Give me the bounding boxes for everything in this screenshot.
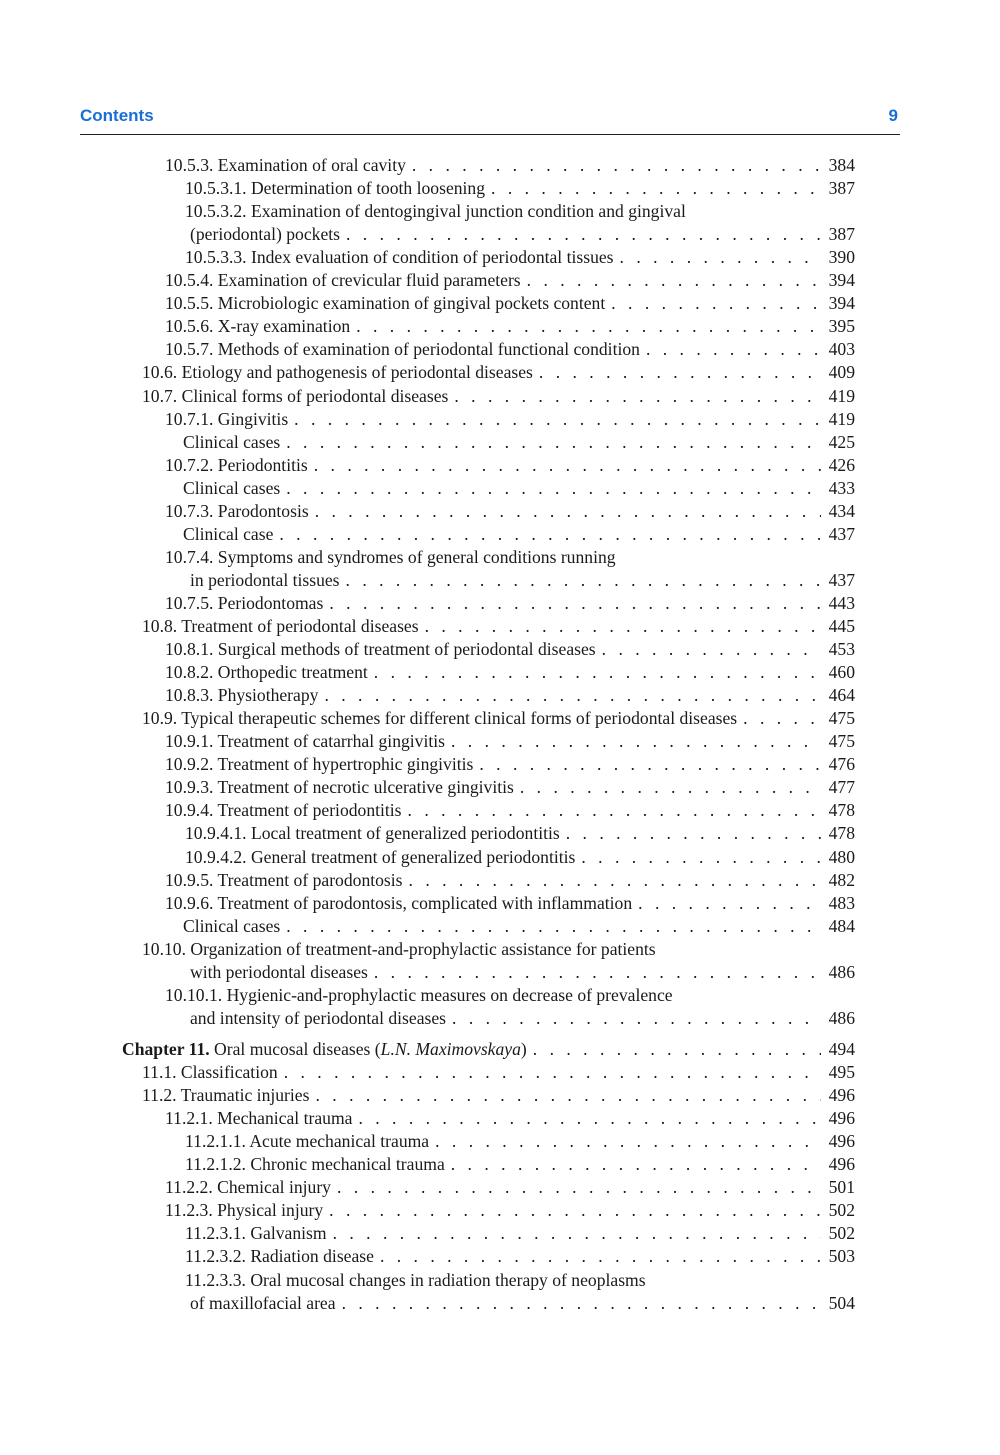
- toc-entry-title: 11.2. Traumatic injuries: [142, 1085, 310, 1106]
- dot-leader: [329, 592, 821, 615]
- chapter-title: Oral mucosal diseases (: [209, 1039, 381, 1059]
- toc-entry-title: 10.10. Organization of treatment-and-prophylactic assistance for patients: [142, 938, 656, 959]
- toc-entry-page: 419: [828, 408, 855, 429]
- dot-leader: [743, 707, 821, 730]
- toc-entry-title: 10.5.3.3. Index evaluation of condition of periodontal tissues: [185, 247, 614, 268]
- toc-entry-title: Clinical cases: [183, 915, 281, 936]
- dot-leader: [408, 799, 821, 822]
- dot-leader: [620, 246, 821, 269]
- toc-entry-title: 10.9.5. Treatment of parodontosis: [165, 869, 403, 890]
- toc-entry: [142, 1061, 855, 1084]
- toc-entry: [142, 707, 855, 730]
- chapter-label: Chapter 11.: [122, 1039, 210, 1059]
- toc-entry-title: Clinical cases: [183, 431, 281, 452]
- toc-entry-page: 426: [828, 454, 855, 475]
- toc-entry: [190, 1292, 855, 1315]
- dot-leader: [602, 638, 821, 661]
- toc-entry-page: 437: [828, 569, 855, 590]
- dot-leader: [412, 154, 821, 177]
- toc-entry: [183, 431, 855, 454]
- dot-leader: [324, 684, 821, 707]
- dot-leader: [358, 1107, 821, 1130]
- toc-entry: [190, 569, 855, 592]
- toc-entry-title: 10.9.4. Treatment of periodontitis: [165, 800, 402, 821]
- toc-entry: [165, 269, 855, 292]
- chapter-author: L.N. Maximovskaya: [380, 1039, 521, 1059]
- dot-leader: [374, 661, 821, 684]
- toc-entry-page: 486: [828, 1007, 855, 1028]
- dot-leader: [425, 615, 821, 638]
- toc-entry-title: 10.8.1. Surgical methods of treatment of periodontal diseases: [165, 639, 596, 660]
- toc-entry: [165, 730, 855, 753]
- toc-entry: [142, 1084, 855, 1107]
- dot-leader: [646, 338, 821, 361]
- toc-entry-page: 425: [828, 431, 855, 452]
- toc-entry: [142, 361, 855, 384]
- toc-entry: [165, 292, 855, 315]
- toc-entry-page: 478: [828, 800, 855, 821]
- toc-entry-page: 390: [828, 247, 855, 268]
- toc-entry-page: 395: [828, 316, 855, 337]
- toc-entry-page: 496: [828, 1154, 855, 1175]
- dot-leader: [451, 1153, 821, 1176]
- dot-leader: [279, 523, 821, 546]
- dot-leader: [539, 361, 821, 384]
- toc-entry-page: 496: [828, 1108, 855, 1129]
- toc-entry-title: 10.7.2. Periodontitis: [165, 454, 308, 475]
- dot-leader: [329, 1199, 821, 1222]
- toc-entry-page: 434: [828, 500, 855, 521]
- toc-entry-page: 496: [828, 1131, 855, 1152]
- toc-entry-title: 10.5.3.2. Examination of dentogingival junction condition and gingival: [185, 201, 686, 222]
- toc-entry-title: 10.6. Etiology and pathogenesis of periodontal diseases: [142, 362, 533, 383]
- toc-entry-page: 394: [828, 270, 855, 291]
- toc-entry-page: 409: [828, 362, 855, 383]
- dot-leader: [491, 177, 821, 200]
- toc-entry-page: 501: [828, 1177, 855, 1198]
- toc-entry-title: 11.1. Classification: [142, 1062, 278, 1083]
- toc-entry: [165, 1176, 855, 1199]
- toc-entry-page: 419: [828, 385, 855, 406]
- dot-leader: [409, 869, 821, 892]
- toc-entry-title: 10.7. Clinical forms of periodontal diseases: [142, 385, 449, 406]
- running-title: Contents: [80, 106, 154, 125]
- toc-entry-title: 11.2.2. Chemical injury: [165, 1177, 331, 1198]
- toc-entry: [185, 1245, 855, 1268]
- dot-leader: [294, 408, 821, 431]
- toc-entry-page: 394: [828, 293, 855, 314]
- toc-entry-page: 504: [828, 1292, 855, 1313]
- toc-entry-title: (periodontal) pockets: [190, 224, 340, 245]
- dot-leader: [286, 431, 821, 454]
- toc-entry-page: 453: [828, 639, 855, 660]
- dot-leader: [520, 776, 821, 799]
- dot-leader: [533, 1038, 821, 1061]
- toc-entry: [183, 523, 855, 546]
- dot-leader: [286, 477, 821, 500]
- toc-entry: [185, 1222, 855, 1245]
- toc-entry-page: 443: [828, 592, 855, 613]
- page-header: [80, 104, 900, 135]
- toc-entry-title: 10.9.3. Treatment of necrotic ulcerative gingivitis: [165, 777, 514, 798]
- toc-entry-title: 10.9.4.1. Local treatment of generalized periodontitis: [185, 823, 560, 844]
- toc-entry-title: 10.7.5. Periodontomas: [165, 592, 324, 613]
- toc-entry-title: 11.2.3.2. Radiation disease: [185, 1246, 374, 1267]
- toc-entry-title: Clinical case: [183, 523, 274, 544]
- toc-entry-title: 11.2.1.2. Chronic mechanical trauma: [185, 1154, 445, 1175]
- dot-leader: [611, 292, 821, 315]
- toc-entry-page: 480: [828, 846, 855, 867]
- toc-entry-page: 387: [828, 178, 855, 199]
- dot-leader: [638, 892, 821, 915]
- dot-leader: [333, 1222, 821, 1245]
- toc-entry-title: 11.2.1.1. Acute mechanical trauma: [185, 1131, 430, 1152]
- toc-entry-title: in periodontal tissues: [190, 569, 340, 590]
- dot-leader: [356, 315, 821, 338]
- toc-entry-title: 11.2.3.3. Oral mucosal changes in radiation therapy of neoplasms: [185, 1269, 646, 1290]
- toc-entry: [183, 477, 855, 500]
- dot-leader: [454, 385, 821, 408]
- toc-entry: [165, 315, 855, 338]
- toc-entry: [165, 408, 855, 431]
- toc-entry-page: 502: [828, 1223, 855, 1244]
- toc-entry-page: 495: [828, 1062, 855, 1083]
- toc-entry: [165, 984, 855, 1007]
- toc-entry: [185, 246, 855, 269]
- toc-entry-title: and intensity of periodontal diseases: [190, 1007, 447, 1028]
- toc-entry-title: 11.2.1. Mechanical trauma: [165, 1108, 353, 1129]
- toc-entry: [142, 385, 855, 408]
- toc-entry-page: 476: [828, 754, 855, 775]
- toc-entry: [165, 546, 855, 569]
- toc-entry: [165, 500, 855, 523]
- toc-entry: [165, 799, 855, 822]
- dot-leader: [452, 1007, 821, 1030]
- dot-leader: [374, 961, 821, 984]
- toc-entry-page: 387: [828, 224, 855, 245]
- page-number: 9: [888, 106, 898, 125]
- toc-entry-title: 10.8.2. Orthopedic treatment: [165, 662, 368, 683]
- toc-entry-page: 460: [828, 662, 855, 683]
- toc-entry-title: 10.5.3. Examination of oral cavity: [165, 155, 406, 175]
- dot-leader: [380, 1245, 821, 1268]
- toc-entry: [165, 661, 855, 684]
- toc-entry: [185, 1153, 855, 1176]
- toc-entry: [165, 753, 855, 776]
- dot-leader: [566, 822, 821, 845]
- toc-entry-page: 483: [828, 892, 855, 913]
- toc-entry-page: 475: [828, 708, 855, 729]
- toc-entry-title: 10.5.4. Examination of crevicular fluid parameters: [165, 270, 521, 291]
- toc-entry-title: 10.10.1. Hygienic-and-prophylactic measures on decrease of prevalence: [165, 984, 673, 1005]
- toc-entry-page: 433: [828, 477, 855, 498]
- toc-entry: [165, 454, 855, 477]
- dot-leader: [284, 1061, 821, 1084]
- toc-entry: [165, 1107, 855, 1130]
- dot-leader: [346, 223, 821, 246]
- dot-leader: [451, 730, 821, 753]
- toc-entry: [185, 1130, 855, 1153]
- toc-entry: [185, 177, 855, 200]
- toc-entry-title: Clinical cases: [183, 477, 281, 498]
- dot-leader: [286, 915, 821, 938]
- toc-entry-title: 10.7.1. Gingivitis: [165, 408, 289, 429]
- toc-entry: [185, 1269, 855, 1292]
- toc-entry-title: 10.9.4.2. General treatment of generalized periodontitis: [185, 846, 576, 867]
- toc-entry: [165, 592, 855, 615]
- dot-leader: [527, 269, 821, 292]
- toc-entry-title: 10.7.3. Parodontosis: [165, 500, 309, 521]
- toc-entry: [165, 776, 855, 799]
- toc-entry: [165, 338, 855, 361]
- toc-entry: [183, 915, 855, 938]
- dot-leader: [479, 753, 821, 776]
- dot-leader: [435, 1130, 821, 1153]
- toc-entry-page: 503: [828, 1246, 855, 1267]
- toc-entry-page: 494: [828, 1039, 855, 1059]
- toc-entry: [142, 938, 855, 961]
- toc-entry-page: 477: [828, 777, 855, 798]
- toc-entry-title: [122, 1038, 527, 1061]
- toc-entry-page: 484: [828, 915, 855, 936]
- toc-entry-page: 437: [828, 523, 855, 544]
- toc-entry-title: 11.2.3. Physical injury: [165, 1200, 324, 1221]
- toc-entry: [190, 1007, 855, 1030]
- toc-entry-title: 11.2.3.1. Galvanism: [185, 1223, 327, 1244]
- dot-leader: [337, 1176, 821, 1199]
- toc-entry-title: 10.9. Typical therapeutic schemes for different clinical forms of periodontal diseases: [142, 708, 738, 729]
- toc-entry: [165, 638, 855, 661]
- toc-entry: [165, 892, 855, 915]
- chapter-title-close: ): [520, 1039, 527, 1059]
- toc-entry-page: 502: [828, 1200, 855, 1221]
- toc-entry: [165, 154, 855, 177]
- toc-entry-page: 445: [828, 616, 855, 636]
- dot-leader: [342, 1292, 821, 1315]
- toc-entry: [185, 822, 855, 845]
- toc-entry-title: 10.9.6. Treatment of parodontosis, complicated with inflammation: [165, 892, 633, 913]
- toc-entry: [185, 200, 855, 223]
- toc-entry: [122, 1038, 855, 1061]
- toc-entry-title: 10.9.2. Treatment of hypertrophic gingivitis: [165, 754, 474, 775]
- toc-entry: [190, 961, 855, 984]
- toc-entry-page: 478: [828, 823, 855, 844]
- toc-entry: [165, 1199, 855, 1222]
- toc-entry-title: 10.8.3. Physiotherapy: [165, 685, 319, 706]
- dot-leader: [346, 569, 821, 592]
- toc-entry-title: 10.5.6. X-ray examination: [165, 316, 351, 337]
- toc-entry-title: 10.5.7. Methods of examination of periodontal functional condition: [165, 339, 640, 360]
- dot-leader: [314, 454, 821, 477]
- toc-entry: [165, 684, 855, 707]
- toc-entry: [142, 615, 855, 638]
- toc-entry-page: 482: [828, 869, 855, 890]
- toc-entry-title: 10.9.1. Treatment of catarrhal gingivitis: [165, 731, 445, 752]
- toc-entry-page: 384: [828, 155, 855, 175]
- toc-entry: [185, 846, 855, 869]
- toc-entry-page: 475: [828, 731, 855, 752]
- toc-entry: [165, 869, 855, 892]
- toc-entry-title: 10.5.3.1. Determination of tooth loosening: [185, 178, 486, 199]
- toc-entry-title: with periodontal diseases: [190, 961, 368, 982]
- toc-entry-title: of maxillofacial area: [190, 1292, 336, 1313]
- dot-leader: [315, 500, 821, 523]
- toc-entry-page: 464: [828, 685, 855, 706]
- toc-entry-page: 486: [828, 961, 855, 982]
- toc-entry-page: 403: [828, 339, 855, 360]
- dot-leader: [315, 1084, 821, 1107]
- toc-entry: [190, 223, 855, 246]
- toc-entry-page: 496: [828, 1085, 855, 1106]
- dot-leader: [581, 846, 821, 869]
- toc-entry-title: 10.7.4. Symptoms and syndromes of general conditions running: [165, 546, 616, 567]
- toc-entry-title: 10.5.5. Microbiologic examination of gingival pockets content: [165, 293, 606, 314]
- toc-entry-title: 10.8. Treatment of periodontal diseases: [142, 616, 419, 636]
